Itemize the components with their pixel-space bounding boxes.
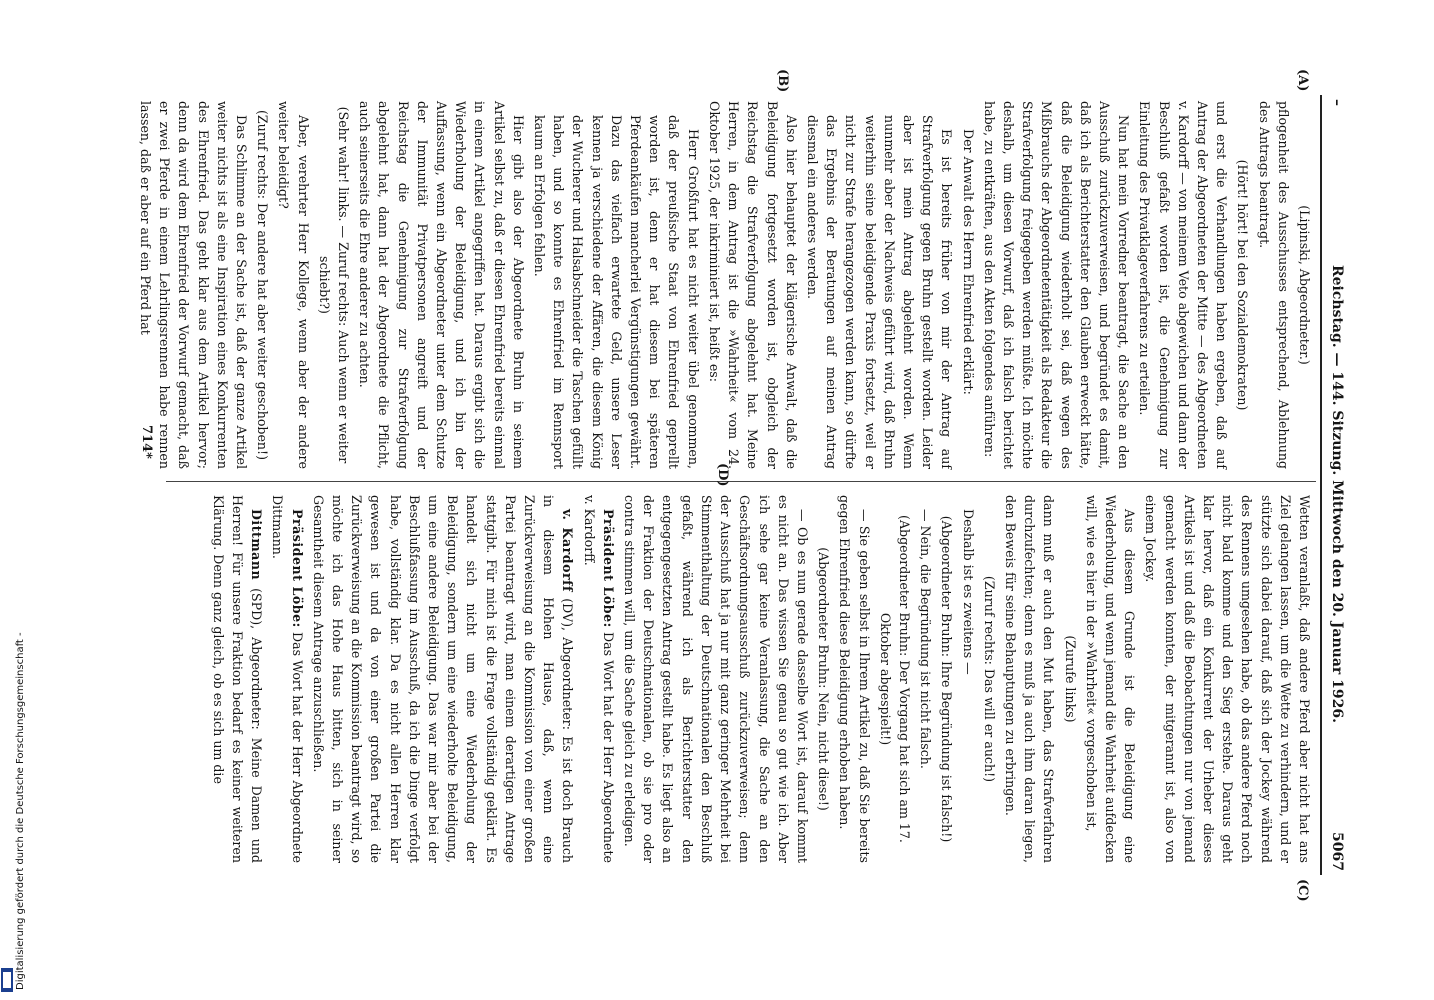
paragraph: Also hier behauptet der klägerische Anwalt, daß die Beleidigung fortgesetzt worden ist, obgleich der Reichstag die Strafverfolgung abgelehnt hat. Meine Herren, in dem Antrag ist die »Wahrheit« vom 24. Oktober 1925, der inkriminiert ist, heißt es: (706, 101, 799, 469)
speaker-reference: (Lipinski, Abgeordneter.) (1297, 205, 1312, 365)
speech-paragraph (579, 495, 617, 863)
left-column (134, 101, 1314, 469)
paragraph: dann muß er auch den Mut haben, das Strafverfahren durchzufechten; denn es muß ja auch ihm daran liegen, den Beweis für seine Behauptungen zu erbringen. (1002, 495, 1057, 863)
interjection: (Abgeordneter Bruhn: Der Vorgang hat sich am 17. Oktober abgespielt!) (877, 515, 912, 843)
quote: Es ist bereits früher von mir der Antrag auf Strafverfolgung gegen Bruhn gestellt worden. Leider aber ist mein Antrag abgelehnt worden. Wenn nunmehr aber der Nachweis geführt wird, daß Bruhn weiterhin seine beleidigende Praxis fortsetzt, weil er nicht zur Strafe herangezogen werden kann, so dürfte das Ergebnis der Beratungen auf meinen Antrag diesmal ein anderes werden. (804, 115, 955, 469)
paragraph: — Sie geben selbst in Ihrem Artikel zu, daß Sie bereits gegen Ehrenfried diese Beleidigung erhoben haben. (837, 495, 872, 863)
right-column (207, 495, 1314, 863)
paragraph: Das Schlimme an der Sache ist, daß der ganze Artikel weiter nichts ist als eine Inspiration eines Konkurrenten des Ehrenfried. Das geht klar aus dem Artikel hervor; denn da wird dem Ehrenfried der Vorwurf gemacht, daß er zwei Pferde in einem Lehrlingsrennen habe rennen lassen, daß er aber auf ein Pferd hat (138, 101, 250, 469)
newspaper-page (120, 69, 1350, 902)
header-title: Reichstag. — 144. Sitzung. Mittwoch den 20. Januar 1926. (1329, 265, 1345, 724)
margin-marker-d: (D) (715, 463, 730, 487)
paragraph: — Ob es nun gerade dasselbe Wort ist, darauf kommt es nicht an. Das wissen Sie genau so gut wie ich. Aber ich sehe gar keine Veranlassung, die Sache an den Geschäftsordnungsausschuß zurückzuverweisen; denn der Ausschuß hat ja nur mit ganz geringer Mehrheit bei Stimmenthaltung der Deutschnationalen den Beschluß gefaßt, während ich als Berichterstatter den entgegengesetzten Antrag gestellt habe. Es liegt also an der Fraktion der Deutschnationalen, ob sie pro oder contra stimmen will, um die Sache gleich zu erledigen. (622, 495, 810, 863)
paragraph: Deshalb ist es zweitens — (960, 509, 976, 675)
paragraph: — Nein, die Begründung ist nicht falsch. (918, 509, 934, 769)
interjection: (Hört! hört! bei den Sozialdemokraten) (1235, 159, 1251, 411)
margin-marker-a: (A) (1295, 69, 1310, 92)
speaker-name: v. Kardorff (560, 509, 576, 592)
dfg-logo-icon (1, 968, 13, 992)
speech-text: Das Wort hat der Herr Abgeordnete v. Kardorff. (581, 495, 616, 863)
paragraph: Wetten veranlaßt, daß andere Pferd aber nicht hat ans Ziel gelangen lassen, um die Wette zu verhindern, und er stützte sich dabei darauf, daß sich der Jockey während des Rennens umgesehen habe, ob das andere Pferd noch nicht bald komme und den Sieg erstehe. Daraus geht klar hervor, daß ein Konkurrent der Urheber dieses Artikels ist und daß die Beobachtungen nur von jemand gemacht werden konnten, der mitgerannt ist, also von einem Jockey. (1143, 495, 1312, 863)
interjection: (Zuruf rechts: Das will er auch!) (981, 575, 997, 783)
interjection: (Sehr wahr! links. — Zuruf rechts: Auch wenn er weiter schiebt?) (316, 106, 352, 464)
speech-text: Das Wort hat der Herr Abgeordnete Dittmann. (270, 495, 305, 863)
paragraph: Nun hat mein Vorredner beantragt, die Sache an den Ausschuß zurückzuverweisen, und begründet es damit, daß ich als Berichterstatter den Glauben erweckt hätte, daß die Beleidigung wiederholt sei, daß wegen des Mißbrauchs der Abgeordnetentätigkeit als Redakteur die Strafverfolgung freigegeben werden müßte. Ich möchte deshalb, um diesen Vorwurf, daß ich falsch berichtet habe, zu entkräften, aus den Akten folgendes anführen: (981, 101, 1132, 469)
interjection: (Zurufe links) (1062, 635, 1078, 723)
interjection: (Abgeordneter Bruhn: Ihre Begründung ist falsch!) (939, 515, 955, 843)
speaker-name: Dittmann (249, 509, 265, 581)
page-number: 5067 (1329, 832, 1345, 871)
speaker-name: Präsident Löbe: (600, 509, 616, 628)
paragraph: Aus diesem Grunde ist die Beleidigung eine Wiederholung, und wenn jemand die Wahrheit aufdecken will, wie es hier in der »Wahrheit« vorgeschoben ist, (1083, 495, 1138, 863)
speech-text: (SPD), Abgeordneter: Meine Damen und Herren! Für unsere Fraktion bedarf es keiner weiteren Klärung. Denn ganz gleich, ob es sich um die (210, 495, 265, 863)
speech-text: (DV), Abgeordneter: Es ist doch Brauch in diesem Hohen Hause, daß, wenn eine Zurückverweisung an die Kommission von einer großen Partei beantragt wird, man einem derartigen Antrage stattgibt. Für mich ist die Frage vollständig geklärt. Es handelt sich nicht um eine Wiederholung der Beleidigung, sondern um eine wiederholte Beleidigung, um eine andere Beleidigung. Das war mir aber bei der Beschlußfassung im Ausschuß, da ich die Dinge verfolgt habe, vollständig klar. Da es nicht allen Herren klar gewesen ist und da von einer großen Partei die Zurückverweisung an die Kommission beantragt wird, so möchte ich das Hohe Haus bitten, sich in seiner Gesamtheit diesem Antrage anzuschließen. (310, 495, 576, 863)
margin-marker-b: (B) (775, 69, 790, 93)
paragraph: Hier gibt also der Abgeordnete Bruhn in seinem Artikel selbst zu, daß er diesen Ehrenfried bereits einmal in einem Artikel angegriffen hat. Daraus ergibt sich die Wiederholung der Beleidigung, und ich bin der Auffassung, wenn ein Abgeordneter unter dem Schutze der Immunität Privatpersonen angreift und der Reichstag die Genehmigung zur Strafverfolgung abgelehnt hat, dann hat der Abgeordnete die Pflicht, auch seinerseits die Ehre anderer zu achten. (357, 101, 526, 469)
header-left: – (1329, 99, 1345, 106)
paragraph: und erst die Verhandlungen haben ergeben, daß auf Antrag der Abgeordneten der Mitte — des Abgeordneten v. Kardorff — von meinem Veto abgewichen und dann der Beschluß gefaßt worden ist, die Genehmigung zur Einleitung des Privatklageverfahrens zu erteilen. (1137, 101, 1230, 469)
speech-paragraph (309, 495, 578, 863)
funding-notice: Digitalisierung gefördert durch die Deutsche Forschungsgemeinschaft - (15, 632, 26, 990)
paragraph: Aber, verehrter Herr Kollege, wenn aber der andere weiter beleidigt? (276, 101, 311, 469)
margin-marker-c: (C) (1295, 879, 1310, 902)
quote: Herr Großfurt hat es nicht weiter übel genommen, daß der preußische Staat von Ehrenfried geprellt worden ist, denn er hat diesem bei späteren Pferdeankäufen mancherlei Vergünstigungen gewährt. Dazu das vielfach erwartete Geld, unsere Leser kennen ja verschiedene der Affären, die diesem König der Wucherer und Halsabschneider die Taschen gefüllt haben, und so konnte es Ehrenfried im Rennsport kaum an Erfolgen fehlen. (532, 115, 701, 469)
page-header (1320, 95, 1350, 875)
paragraph: pflogenheit des Ausschusses entsprechend, Ablehnung des Antrags beantragt. (1256, 101, 1291, 469)
speech-paragraph (209, 495, 267, 863)
quote-intro: Der Anwalt des Herrn Ehrenfried erklärt: (960, 129, 976, 395)
speech-paragraph (268, 495, 306, 863)
interjection: (Abgeordneter Bruhn: Nein, nicht diese!) (816, 547, 832, 811)
column-divider (166, 481, 1316, 482)
funding-sidebar (0, 0, 26, 1000)
sheet-signature: 714* (139, 425, 154, 459)
speaker-name: Präsident Löbe: (289, 509, 305, 628)
interjection: (Zuruf rechts: Der andere hat aber weiter geschoben!) (255, 109, 271, 460)
